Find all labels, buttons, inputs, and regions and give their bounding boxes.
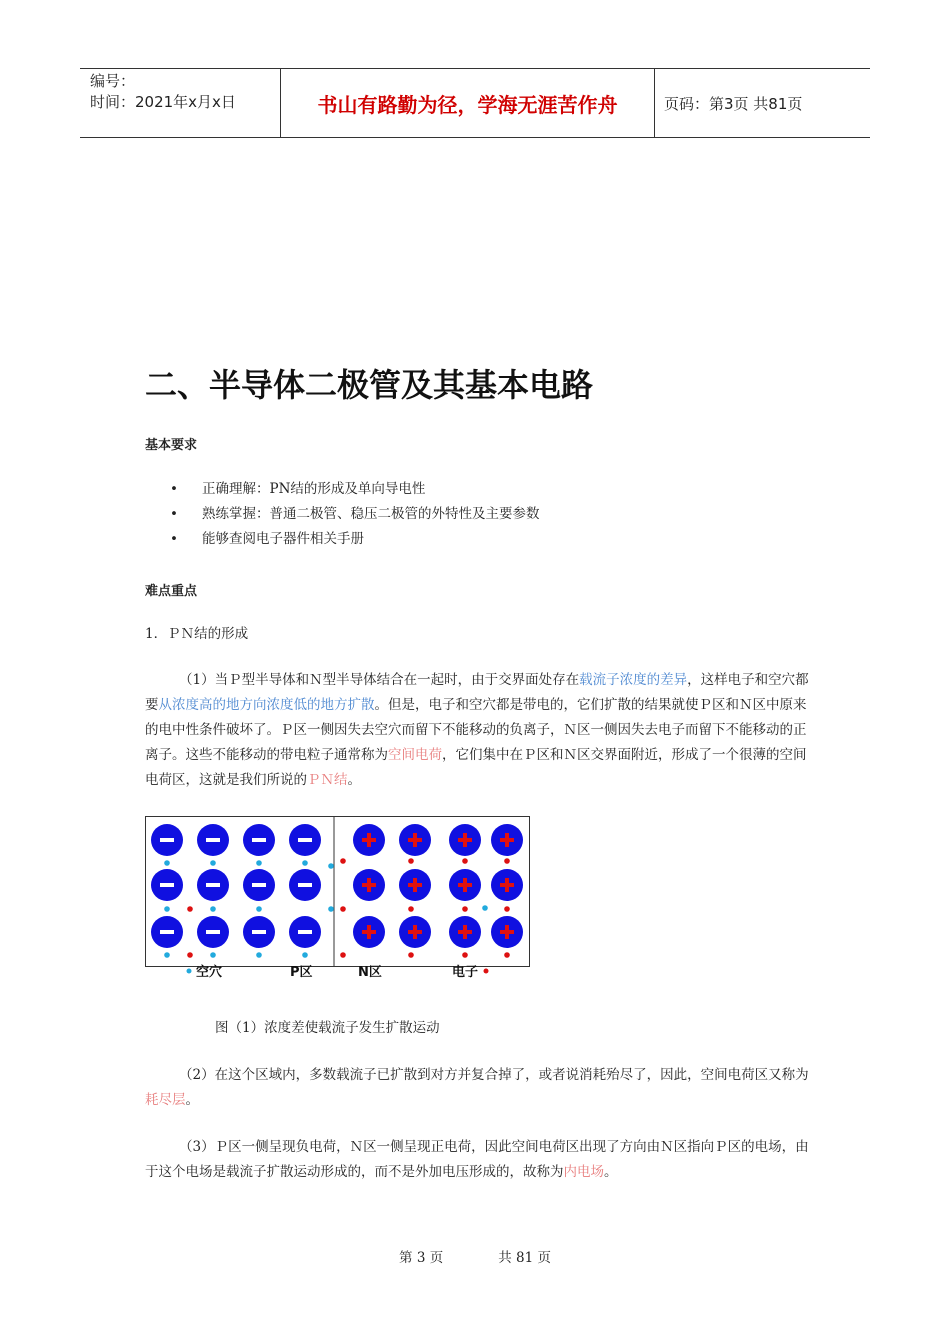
electron-dot: [462, 906, 468, 912]
negative-ion: [151, 824, 183, 856]
text: ，这样电子和空穴都要: [145, 672, 809, 713]
plus-vertical: [367, 833, 371, 847]
minus-sign: [298, 838, 312, 842]
electron-dot: [462, 952, 468, 958]
hole-dot: [210, 860, 216, 866]
text: （2）在这个区域内，多数载流子已扩散到对方并复合掉了，或者说消耗殆尽了，因此，空间电荷区又称为: [179, 1067, 809, 1083]
text: ，它们集中在Ｐ区和Ｎ区交界面附近，形成了一个很薄的空间电荷区，这就是我们所说的: [145, 747, 807, 788]
page-footer: [0, 1246, 950, 1266]
header-motto: 书山有路勤为径，学海无涯苦作舟: [317, 93, 618, 117]
plus-vertical: [505, 833, 509, 847]
minus-sign: [252, 930, 266, 934]
positive-ion: [449, 916, 481, 948]
plus-vertical: [367, 925, 371, 939]
header-page: 页码：第3页 共81页: [664, 95, 803, 113]
plus-vertical: [505, 878, 509, 892]
page-title: 二、半导体二极管及其基本电路: [145, 366, 594, 404]
footer-total: 共 81 页: [498, 1250, 551, 1266]
positive-ion: [399, 869, 431, 901]
minus-sign: [160, 838, 174, 842]
minus-sign: [160, 930, 174, 934]
highlight-text: 载流子浓度的差异: [579, 672, 688, 688]
p-region-label: P区: [290, 965, 313, 980]
list-item: • 能够查阅电子器件相关手册: [170, 528, 540, 553]
plus-vertical: [463, 925, 467, 939]
electron-dot: [408, 906, 414, 912]
list-item: • 正确理解：PN结的形成及单向导电性: [170, 478, 540, 503]
diffusion-diagram: [145, 816, 530, 983]
positive-ion: [491, 916, 523, 948]
plus-vertical: [463, 833, 467, 847]
minus-sign: [206, 883, 220, 887]
negative-ion: [243, 869, 275, 901]
minus-sign: [252, 838, 266, 842]
electron-dot: [408, 952, 414, 958]
electron-label: 电子: [452, 965, 479, 980]
negative-ion: [151, 916, 183, 948]
electron-dot: [462, 858, 468, 864]
plus-vertical: [505, 925, 509, 939]
hole-dot: [302, 952, 308, 958]
plus-vertical: [413, 925, 417, 939]
highlight-text: 空间电荷: [388, 747, 442, 763]
positive-ion: [491, 824, 523, 856]
text: 。: [604, 1164, 618, 1180]
footer-page: 第 3 页: [399, 1250, 444, 1266]
electron-dot: [504, 952, 510, 958]
n-region-label: N区: [358, 965, 382, 980]
hole-dot: [328, 863, 334, 869]
text: 。但是，电子和空穴都是带电的，它们扩散的结果就使Ｐ区和Ｎ区中原来的电中性条件破坏了。Ｐ区一侧因失去空穴而留下不能移动的负离子，Ｎ区一侧因失去电子而留下不能移动的正离子。这些不能移动的带电粒子通常称为: [145, 697, 807, 763]
negative-ion: [197, 824, 229, 856]
minus-sign: [206, 930, 220, 934]
minus-sign: [298, 930, 312, 934]
hole-dot: [302, 860, 308, 866]
electron-dot: [504, 906, 510, 912]
minus-sign: [206, 838, 220, 842]
positive-ion: [491, 869, 523, 901]
header-divider: [654, 69, 655, 137]
minus-sign: [298, 883, 312, 887]
highlight-text: 耗尽层: [145, 1092, 186, 1108]
subheading-pn-junction: 1．ＰＮ结的形成: [145, 626, 249, 642]
minus-sign: [160, 883, 174, 887]
positive-ion: [449, 869, 481, 901]
highlight-text: ＰＮ结: [307, 772, 348, 788]
hole-dot: [164, 906, 170, 912]
electron-dot: [340, 858, 346, 864]
plus-vertical: [413, 833, 417, 847]
electron-dot: [187, 952, 193, 958]
paragraph-1: [145, 668, 810, 793]
negative-ion: [197, 869, 229, 901]
plus-vertical: [413, 878, 417, 892]
positive-ion: [353, 869, 385, 901]
hole-dot: [210, 952, 216, 958]
negative-ion: [243, 916, 275, 948]
header-meta: [80, 69, 280, 137]
hole-label: 空穴: [196, 965, 223, 980]
hole-legend-dot: [187, 969, 192, 974]
electron-dot: [340, 952, 346, 958]
paragraph-3: [145, 1135, 810, 1185]
hole-dot: [328, 906, 334, 912]
positive-ion: [399, 824, 431, 856]
hole-dot: [256, 860, 262, 866]
list-item: • 熟练掌握：普通二极管、稳压二极管的外特性及主要参数: [170, 503, 540, 528]
section-heading-key-points: 难点重点: [145, 584, 198, 599]
electron-legend-dot: [484, 969, 489, 974]
negative-ion: [197, 916, 229, 948]
figure-caption: 图（1）浓度差使载流子发生扩散运动: [215, 1020, 440, 1036]
hole-dot: [256, 952, 262, 958]
hole-dot: [482, 905, 488, 911]
text: （3）Ｐ区一侧呈现负电荷，Ｎ区一侧呈现正电荷，因此空间电荷区出现了方向由Ｎ区指向Ｐ区的电场，由于这个电场是载流子扩散运动形成的，而不是外加电压形成的，故称为: [145, 1139, 809, 1180]
positive-ion: [449, 824, 481, 856]
hole-dot: [210, 906, 216, 912]
paragraph-2: [145, 1063, 810, 1113]
electron-dot: [187, 906, 193, 912]
positive-ion: [353, 824, 385, 856]
requirements-list: [170, 478, 540, 553]
page-header: [80, 68, 870, 138]
positive-ion: [399, 916, 431, 948]
negative-ion: [289, 916, 321, 948]
hole-dot: [164, 952, 170, 958]
text: 。: [185, 1092, 199, 1108]
highlight-text: 从浓度高的地方向浓度低的地方扩散: [158, 697, 375, 713]
highlight-text: 内电场: [563, 1164, 604, 1180]
hole-dot: [256, 906, 262, 912]
electron-dot: [408, 858, 414, 864]
text: （1）当Ｐ型半导体和Ｎ型半导体结合在一起时，由于交界面处存在: [179, 672, 580, 688]
minus-sign: [252, 883, 266, 887]
electron-dot: [504, 858, 510, 864]
hole-dot: [164, 860, 170, 866]
plus-vertical: [367, 878, 371, 892]
electron-dot: [340, 906, 346, 912]
plus-vertical: [463, 878, 467, 892]
section-heading-requirements: 基本要求: [145, 438, 198, 453]
text: 。: [347, 772, 361, 788]
header-date: 时间：2021年x月x日: [90, 93, 236, 111]
negative-ion: [289, 824, 321, 856]
header-number: 编号：: [90, 72, 136, 90]
negative-ion: [289, 869, 321, 901]
negative-ion: [151, 869, 183, 901]
negative-ion: [243, 824, 275, 856]
positive-ion: [353, 916, 385, 948]
